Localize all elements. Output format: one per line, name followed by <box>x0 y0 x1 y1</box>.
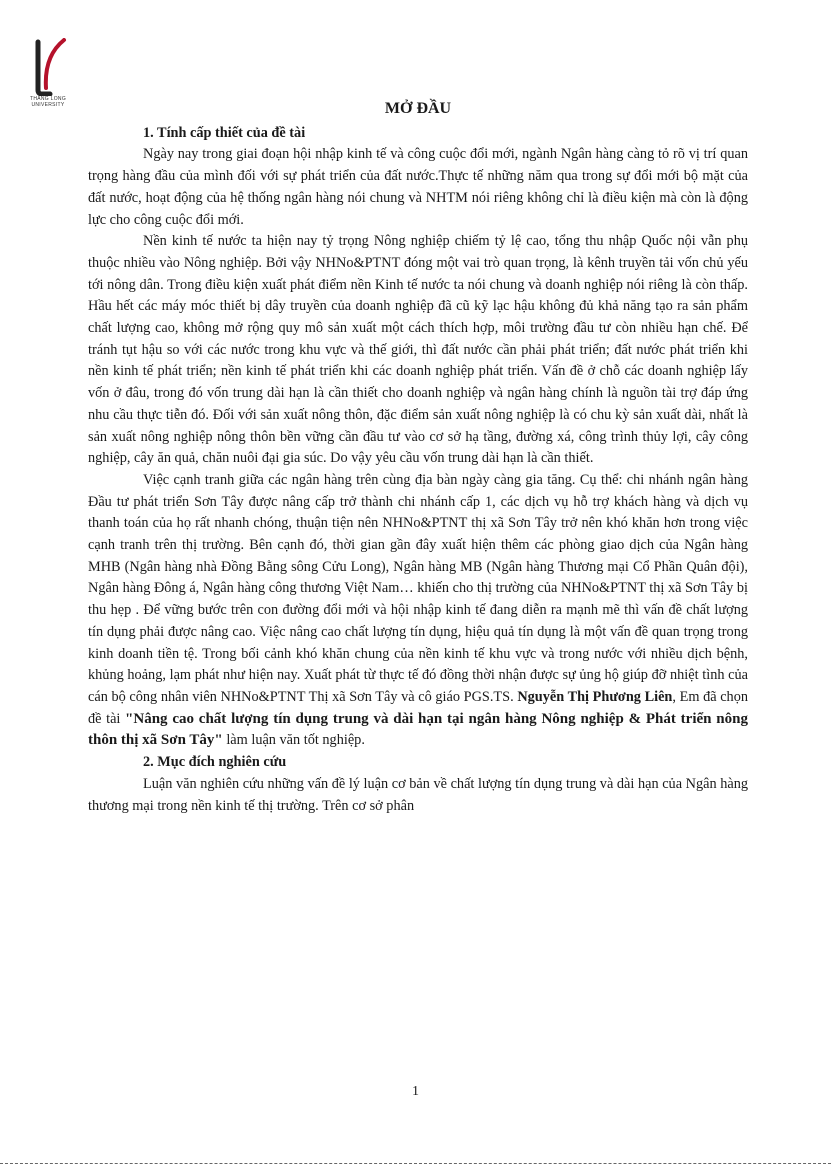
page-bottom-divider <box>0 1163 831 1164</box>
logo-mark-icon <box>8 38 88 96</box>
document-body <box>88 98 748 817</box>
logo-caption-line1: THANG LONG <box>29 96 67 102</box>
paragraph-3-start: Việc cạnh tranh giữa các ngân hàng trên cùng địa bàn ngày càng gia tăng. Cụ thể: chi nhánh ngân hàng Đầu tư phát triển Sơn Tây được nâng cấp trở thành chi nhánh cấp 1, các dịch vụ hỗ trợ khách hàng và dịch vụ thanh toán của họ rất nhanh chóng, thuận tiện nên NHNo&PTNT thị xã Sơn Tây trở nên khó khăn hơn trong việc cạnh tranh trên thị trường. Bên cạnh đó, thời gian gần đây xuất hiện thêm các phòng giao dịch của Ngân hàng MHB (Ngân hàng nhà Đồng Bằng sông Cửu Long), Ngân hàng MB (Ngân hàng Thương mại Cổ Phần Quân đội), Ngân hàng Đông á, Ngân hàng công thương Việt Nam… khiến cho thị trường của NHNo&PTNT thị xã Sơn Tây bị thu hẹp . Để vững bước trên con đường đổi mới và hội nhập kinh tế đang diễn ra mạnh mẽ thì vấn đề chất lượng tín dụng phải được nâng cao. Việc nâng cao chất lượng tín dụng, hiệu quả tín dụng là một vấn đề quan trọng trong kinh doanh tiền tệ. Trong bối cảnh khó khăn chung của nền kinh tế khu vực và trong nước với nhiều dịch bệnh, khủng hoảng, lạm phát như hiện nay. Xuất phát từ thực tế đó đồng thời nhận được sự ủng hộ giúp đỡ nhiệt tình của cán bộ công nhân viên NHNo&PTNT Thị xã Sơn Tây và cô giáo PGS.TS. <box>88 471 748 705</box>
section-title-1: 1. Tính cấp thiết của đề tài <box>143 124 306 141</box>
thesis-title: "Nâng cao chất lượng tín dụng trung và dài hạn tại ngân hàng Nông nghiệp & Phát triển nông thôn thị xã Sơn Tây" <box>88 710 748 749</box>
logo-caption-line2: UNIVERSITY <box>31 102 65 108</box>
university-logo <box>8 38 88 110</box>
supervisor-name: Nguyễn Thị Phương Liên <box>517 688 673 705</box>
paragraph-3-mid: , Em đã chọn đề tài <box>88 688 749 727</box>
paragraph-4: Luận văn nghiên cứu những vấn đề lý luận cơ bản về chất lượng tín dụng trung và dài hạn của Ngân hàng thương mại trong nền kinh tế thị trường. Trên cơ sở phân <box>88 775 748 814</box>
section-title-2: 2. Mục đích nghiên cứu <box>143 754 287 771</box>
logo-caption <box>8 96 88 108</box>
paragraph-3 <box>88 470 748 752</box>
page-number: 1 <box>412 1084 419 1099</box>
paragraph-2: Nền kinh tế nước ta hiện nay tỷ trọng Nông nghiệp chiếm tỷ lệ cao, tổng thu nhập Quốc nội vẫn phụ thuộc nhiều vào Nông nghiệp. Bởi vậy NHNo&PTNT đóng một vai trò quan trọng, là kênh truyền tải vốn chủ yếu tới nông dân. Trong điều kiện xuất phát điểm nền Kinh tế nước ta nói chung và doanh nghiệp nói riêng là còn thấp. Hầu hết các máy móc thiết bị dây truyền của doanh nghiệp đã cũ kỹ lạc hậu không đủ khả năng tạo ra sản phẩm chất lượng cao, không mở rộng quy mô sản xuất một cách thích hợp, môi trường đầu tư còn nhiều hạn chế. Để tránh tụt hậu so với các nước trong khu vực và thế giới, thì đất nước cần phải phát triển; đất nước phát triển khi nền kinh tế phát triển; nền kinh tế phát triển khi các doanh nghiệp phát triển. Vấn đề ở chỗ các doanh nghiệp lấy vốn ở đâu, trong đó vốn trung dài hạn là cần thiết cho doanh nghiệp và ngân hàng chính là nguồn tài trợ đáp ứng nhu cầu thực tiễn đó. Đối với sản xuất nông thôn, đặc điểm sản xuất nông nghiệp là có chu kỳ sản xuất dài, nhất là sản xuất nông nghiệp nông thôn bền vững cần đầu tư vào cơ sở hạ tầng, đường xá, công trình thủy lợi, cây công nghiệp, cây ăn quả, chăn nuôi đại gia súc. Do vậy yêu cầu vốn trung dài hạn là cần thiết. <box>88 233 748 467</box>
paragraph-3-end: làm luận văn tốt nghiệp. <box>226 732 365 749</box>
paragraph-1: Ngày nay trong giai đoạn hội nhập kinh tế và công cuộc đổi mới, ngành Ngân hàng càng tỏ rõ vị trí quan trọng hàng đầu của mình đối với sự phát triển của đất nước.Thực tế những năm qua trong sự đổi mới bộ mặt của đất nước, hoạt động của hệ thống ngân hàng nói chung và NHTM nói riêng không chỉ là điều kiện mà còn là động lực cho công cuộc đổi mới. <box>88 146 748 228</box>
document-heading: MỞ ĐẦU <box>384 100 452 117</box>
